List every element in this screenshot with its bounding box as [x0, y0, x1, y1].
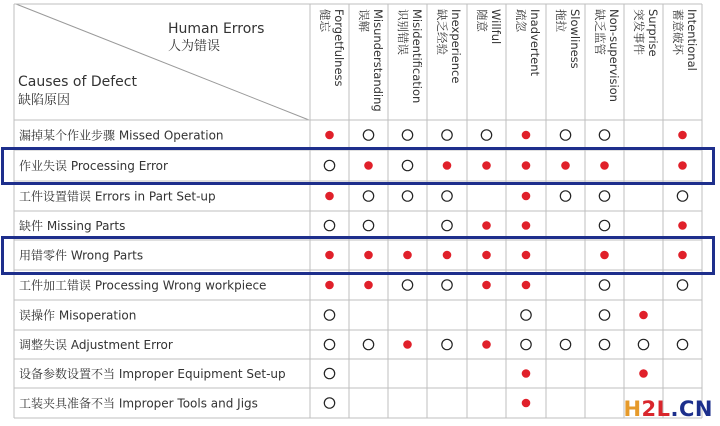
solid-dot-mark [325, 192, 334, 201]
column-header-zh: 拖拉 [554, 9, 568, 32]
open-circle-mark [560, 339, 570, 349]
row-label: 误操作 Misoperation [19, 308, 137, 323]
open-circle-mark [324, 398, 334, 408]
open-circle-mark [521, 310, 531, 320]
column-header-en: Surprise [646, 9, 660, 57]
solid-dot-mark [639, 311, 648, 320]
open-circle-mark [402, 191, 412, 201]
open-circle-mark [677, 191, 687, 201]
open-circle-mark [677, 280, 687, 290]
row-label: 工装夹具准备不当 Improper Tools and Jigs [19, 396, 258, 411]
solid-dot-mark [522, 399, 531, 408]
header-causes-zh: 缺陷原因 [18, 93, 71, 108]
solid-dot-mark [325, 131, 334, 140]
open-circle-mark [442, 280, 452, 290]
header-human-errors-zh: 人为错误 [168, 39, 221, 54]
open-circle-mark [560, 130, 570, 140]
header-causes-en: Causes of Defect [18, 74, 137, 90]
header-human-errors-en: Human Errors [168, 21, 265, 37]
solid-dot-mark [678, 221, 687, 230]
solid-dot-mark [522, 221, 531, 230]
row-label: 调整失误 Adjustment Error [19, 338, 173, 352]
solid-dot-mark [482, 281, 491, 290]
open-circle-mark [599, 339, 609, 349]
column-header-en: Inadvertent [528, 9, 542, 77]
column-header-en: Intentional [685, 9, 699, 71]
solid-dot-mark [403, 340, 412, 349]
open-circle-mark [363, 130, 373, 140]
open-circle-mark [599, 220, 609, 230]
column-header-en: Slowliness [568, 9, 582, 69]
open-circle-mark [521, 339, 531, 349]
solid-dot-mark [522, 281, 531, 290]
column-headers [318, 9, 699, 112]
column-header-zh: 疏忽 [514, 9, 528, 32]
open-circle-mark [324, 220, 334, 230]
watermark-part-1: H [623, 397, 642, 421]
solid-dot-mark [482, 340, 491, 349]
row-label: 作业失误 Processing Error [19, 159, 168, 173]
column-header-en: Willful [489, 9, 503, 45]
open-circle-mark [363, 339, 373, 349]
open-circle-mark [442, 130, 452, 140]
open-circle-mark [560, 191, 570, 201]
highlight-processing-error [1, 147, 715, 185]
open-circle-mark [599, 280, 609, 290]
column-header-zh: 随意 [475, 9, 489, 32]
watermark-part-3: .CN [670, 397, 713, 421]
row-label: 工件设置错误 Errors in Part Set-up [19, 189, 216, 204]
open-circle-mark [324, 368, 334, 378]
row-label: 工件加工错误 Processing Wrong workpiece [19, 278, 267, 293]
column-header-en: Forgetfulness [332, 9, 346, 87]
column-header-zh: 误解 [357, 9, 371, 32]
solid-dot-mark [482, 221, 491, 230]
solid-dot-mark [522, 131, 531, 140]
open-circle-mark [638, 339, 648, 349]
highlight-wrong-parts [1, 236, 715, 275]
watermark-logo [623, 399, 713, 420]
open-circle-mark [599, 130, 609, 140]
column-header-zh: 突发事件 [632, 9, 646, 55]
row-label: 设备参数设置不当 Improper Equipment Set-up [19, 367, 286, 381]
column-header-en: Misunderstanding [371, 9, 385, 112]
row-label: 漏掉某个作业步骤 Missed Operation [19, 128, 224, 143]
open-circle-mark [363, 220, 373, 230]
open-circle-mark [599, 310, 609, 320]
column-header-en: Misidentification [410, 9, 424, 104]
column-header-zh: 健忘 [318, 9, 332, 32]
solid-dot-mark [522, 369, 531, 378]
column-header-en: Non-supervision [607, 9, 621, 102]
open-circle-mark [442, 191, 452, 201]
solid-dot-mark [639, 369, 648, 378]
open-circle-mark [402, 130, 412, 140]
open-circle-mark [324, 310, 334, 320]
column-header-zh: 蓄意破坏 [671, 9, 685, 55]
row-label: 缺件 Missing Parts [19, 219, 126, 233]
solid-dot-mark [364, 281, 373, 290]
open-circle-mark [677, 339, 687, 349]
solid-dot-mark [325, 281, 334, 290]
open-circle-mark [324, 339, 334, 349]
open-circle-mark [363, 191, 373, 201]
column-header-en: Inexperience [449, 9, 463, 84]
open-circle-mark [481, 130, 491, 140]
solid-dot-mark [522, 192, 531, 201]
row-label: 用错零件 Wrong Parts [19, 248, 144, 263]
column-header-zh: 缺乏监管 [593, 9, 607, 55]
grid-lines [14, 4, 702, 418]
open-circle-mark [442, 339, 452, 349]
open-circle-mark [442, 220, 452, 230]
watermark-part-2: 2L [641, 397, 671, 421]
column-header-zh: 缺乏经验 [435, 9, 449, 55]
solid-dot-mark [678, 131, 687, 140]
open-circle-mark [599, 191, 609, 201]
open-circle-mark [402, 280, 412, 290]
column-header-zh: 识别错误 [396, 9, 410, 55]
